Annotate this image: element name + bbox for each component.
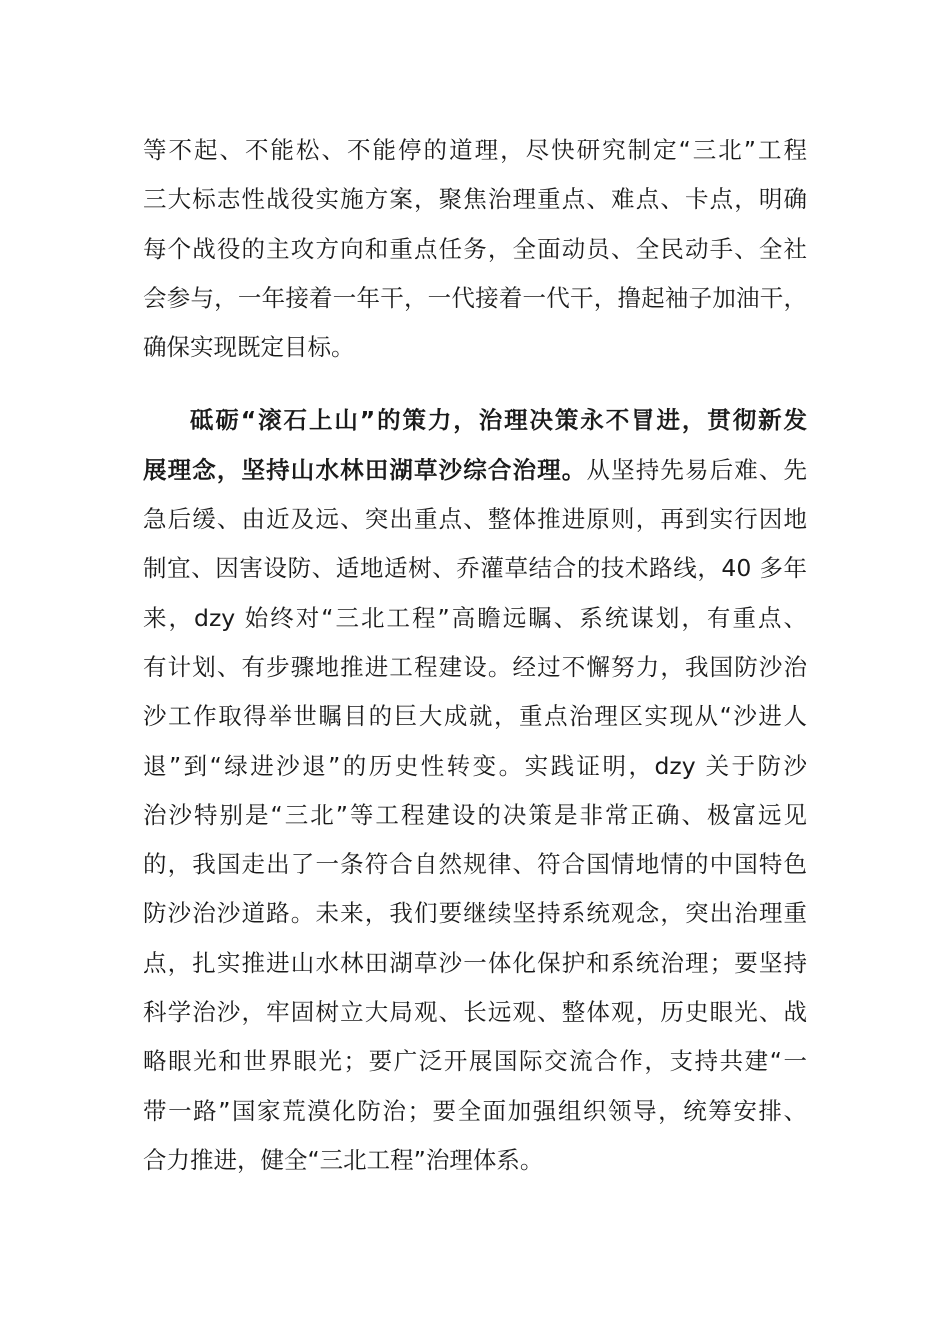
text-line: 科学治沙，牢固树立大局观、长远观、整体观，历史眼光、战 xyxy=(143,998,807,1027)
text-line: 有计划、有步骤地推进工程建设。经过不懈努力，我国防沙治 xyxy=(143,652,807,681)
bold-heading-end: 展理念，坚持山水林田湖草沙综合治理。 xyxy=(143,455,587,484)
paragraph-2 xyxy=(143,396,807,1185)
text-line: 制宜、因害设防、适地适树、乔灌草结合的技术路线，40 多年 xyxy=(143,554,807,583)
text-line: 略眼光和世界眼光；要广泛开展国际交流合作，支持共建“一 xyxy=(143,1047,807,1076)
text-line: 三大标志性战役实施方案，聚焦治理重点、难点、卡点，明确 xyxy=(143,185,807,214)
text-line: 带一路”国家荒漠化防治；要全面加强组织领导，统筹安排、 xyxy=(143,1096,807,1125)
text-line: 急后缓、由近及远、突出重点、整体推进原则，再到实行因地 xyxy=(143,505,807,534)
text-line: 合力推进，健全“三北工程”治理体系。 xyxy=(143,1145,544,1174)
text-line: 防沙治沙道路。未来，我们要继续坚持系统观念，突出治理重 xyxy=(143,899,807,928)
text-line: 确保实现既定目标。 xyxy=(143,333,355,362)
paragraph-1 xyxy=(143,126,807,372)
document-body xyxy=(143,126,807,1185)
text-line: 点，扎实推进山水林田湖草沙一体化保护和系统治理；要坚持 xyxy=(143,948,807,977)
paragraph-gap xyxy=(143,372,807,396)
mixed-line xyxy=(143,446,807,495)
text-line: 等不起、不能松、不能停的道理，尽快研究制定“三北”工程 xyxy=(143,136,807,164)
bold-heading-line: 砥砺“滚石上山”的策力，治理决策永不冒进，贯彻新发 xyxy=(190,406,807,435)
text-line: 来，dzy 始终对“三北工程”高瞻远瞩、系统谋划，有重点、 xyxy=(143,603,807,632)
text-line: 的，我国走出了一条符合自然规律、符合国情地情的中国特色 xyxy=(143,850,807,879)
text-line: 治沙特别是“三北”等工程建设的决策是非常正确、极富远见 xyxy=(143,800,807,829)
text-line: 每个战役的主攻方向和重点任务，全面动员、全民动手、全社 xyxy=(143,234,807,263)
text-line: 沙工作取得举世瞩目的巨大成就，重点治理区实现从“沙进人 xyxy=(143,702,807,731)
text-line: 退”到“绿进沙退”的历史性转变。实践证明，dzy 关于防沙 xyxy=(143,751,807,780)
text-line: 会参与，一年接着一年干，一代接着一代干，撸起袖子加油干， xyxy=(143,283,807,312)
text-run: 从坚持先易后难、先 xyxy=(586,455,808,484)
